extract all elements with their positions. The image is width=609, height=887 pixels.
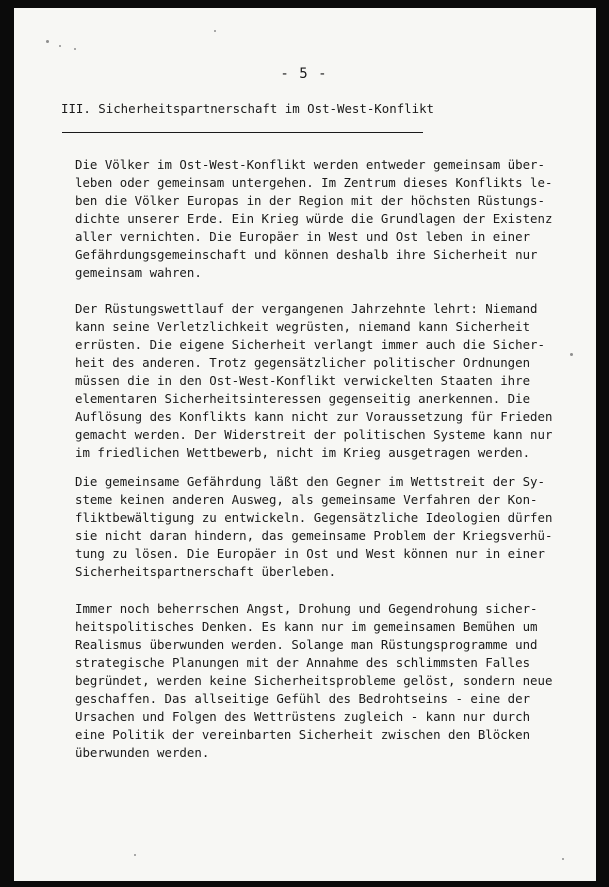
text-line: heitspolitisches Denken. Es kann nur im gemeinsamen Bemühen um (75, 619, 538, 634)
text-line: Auflösung des Konflikts kann nicht zur Voraussetzung für Frieden (75, 409, 553, 424)
text-line: Der Rüstungswettlauf der vergangenen Jahrzehnte lehrt: Niemand (75, 301, 538, 316)
scan-speck (214, 30, 216, 32)
text-line: überwunden werden. (75, 745, 210, 760)
document-page (14, 8, 596, 881)
scan-speck (570, 353, 573, 356)
text-line: sie nicht daran hindern, das gemeinsame Problem der Kriegsverhü- (75, 528, 553, 543)
text-line: geschaffen. Das allseitige Gefühl des Bedrohtseins - eine der (75, 691, 531, 706)
text-line: strategische Planungen mit der Annahme des schlimmsten Falles (75, 655, 531, 670)
paragraph-1 (75, 156, 552, 282)
text-line: Die Völker im Ost-West-Konflikt werden entweder gemeinsam über- (75, 157, 545, 172)
text-line: steme keinen anderen Ausweg, als gemeinsame Verfahren der Kon- (75, 492, 538, 507)
heading-underline (62, 132, 423, 133)
text-line: Gefährdungsgemeinschaft und können deshalb ihre Sicherheit nur (75, 247, 538, 262)
text-line: Die gemeinsame Gefährdung läßt den Gegner im Wettstreit der Sy- (75, 474, 545, 489)
text-line: errüsten. Die eigene Sicherheit verlangt immer auch die Sicher- (75, 337, 545, 352)
text-line: im friedlichen Wettbewerb, nicht im Krieg ausgetragen werden. (75, 445, 531, 460)
text-line: eine Politik der vereinbarten Sicherheit zwischen den Blöcken (75, 727, 531, 742)
text-line: Immer noch beherrschen Angst, Drohung und Gegendrohung sicher- (75, 601, 538, 616)
page-number: - 5 - (280, 66, 328, 82)
text-line: begründet, werden keine Sicherheitsprobleme gelöst, sondern neue (75, 673, 553, 688)
text-line: gemacht werden. Der Widerstreit der politischen Systeme kann nur (75, 427, 553, 442)
scan-speck (562, 858, 564, 860)
text-line: heit des anderen. Trotz gegensätzlicher politischer Ordnungen (75, 355, 531, 370)
scan-speck (46, 40, 49, 43)
text-line: kann seine Verletzlichkeit wegrüsten, niemand kann Sicherheit (75, 319, 531, 334)
scan-speck (134, 854, 136, 856)
scan-speck (59, 45, 61, 47)
text-line: fliktbewältigung zu entwickeln. Gegensätzliche Ideologien dürfen (75, 510, 553, 525)
paragraph-4 (75, 600, 552, 762)
text-line: Ursachen und Folgen des Wettrüstens zugleich - kann nur durch (75, 709, 531, 724)
text-line: leben oder gemeinsam untergehen. Im Zentrum dieses Konflikts le- (75, 175, 553, 190)
text-line: elementaren Sicherheitsinteressen gegenseitig anerkennen. Die (75, 391, 531, 406)
paragraph-2 (75, 300, 552, 462)
text-line: aller vernichten. Die Europäer in West und Ost leben in einer (75, 229, 531, 244)
text-line: ben die Völker Europas in der Region mit der höchsten Rüstungs- (75, 193, 545, 208)
text-line: dichte unserer Erde. Ein Krieg würde die Grundlagen der Existenz (75, 211, 553, 226)
section-heading: III. Sicherheitspartnerschaft im Ost-West-Konflikt (61, 101, 434, 116)
text-line: gemeinsam wahren. (75, 265, 202, 280)
text-line: Sicherheitspartnerschaft überleben. (75, 564, 337, 579)
text-line: müssen die in den Ost-West-Konflikt verwickelten Staaten ihre (75, 373, 531, 388)
paragraph-3 (75, 473, 552, 581)
scan-speck (74, 48, 76, 50)
text-line: Realismus überwunden werden. Solange man Rüstungsprogramme und (75, 637, 538, 652)
text-line: tung zu lösen. Die Europäer in Ost und West können nur in einer (75, 546, 545, 561)
